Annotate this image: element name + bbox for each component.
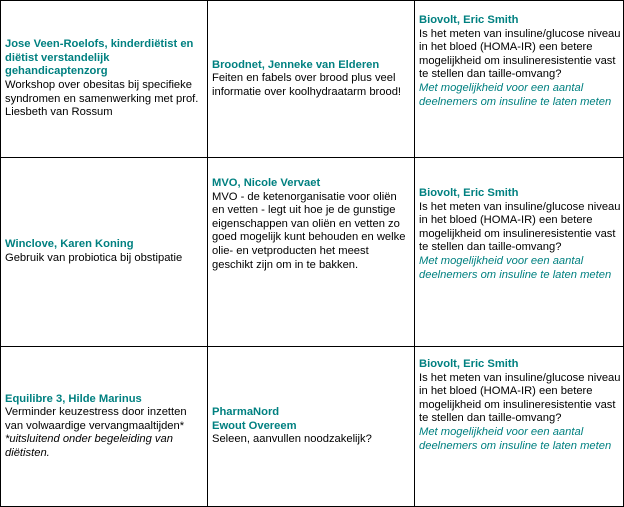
cell-title: Jose Veen-Roelofs, kinderdiëtist en diëtist verstandelijk gehandicaptenzorg	[5, 38, 194, 78]
cell-text: Gebruik van probiotica bij obstipatie	[5, 252, 183, 264]
cell-text: Feiten en fabels over brood plus veel informatie over koolhydraatarm brood!	[212, 72, 402, 98]
table-cell	[415, 347, 624, 507]
cell-title: Broodnet, Jenneke van Elderen	[212, 58, 380, 71]
cell-text: Is het meten van insuline/glucose niveau in het bloed (HOMA-IR) een betere mogelijkheid om insulineresistentie vast te stellen dan taille-omvang?	[419, 371, 621, 425]
table-cell	[1, 347, 208, 507]
cell-title: Biovolt, Eric Smith	[419, 187, 519, 199]
cell-note: Met mogelijkheid voor een aantal deelnemers om insuline te laten meten	[419, 425, 612, 452]
table-cell	[415, 1, 624, 158]
cell-note: Met mogelijkheid voor een aantal deelnemers om insuline te laten meten	[419, 81, 612, 108]
table-row	[1, 347, 624, 507]
cell-text: Is het meten van insuline/glucose niveau in het bloed (HOMA-IR) een betere mogelijkheid om insulineresistentie vast te stellen dan taille-omvang?	[419, 27, 621, 81]
cell-title: MVO, Nicole Vervaet	[212, 177, 321, 189]
cell-title: Biovolt, Eric Smith	[419, 14, 519, 26]
table-cell	[1, 158, 208, 347]
table-cell	[208, 158, 415, 347]
table-row	[1, 158, 624, 347]
cell-title: Winclove, Karen Koning	[5, 238, 134, 251]
cell-title: Biovolt, Eric Smith	[419, 358, 519, 370]
cell-text: Verminder keuzestress door inzetten van volwaardige vervangmaaltijden*	[5, 406, 187, 432]
cell-text: Seleen, aanvullen noodzakelijk?	[212, 433, 372, 446]
cell-note: Met mogelijkheid voor een aantal deelnemers om insuline te laten meten	[419, 254, 612, 281]
cell-text: Workshop over obesitas bij specifieke syndromen en samenwerking met prof. Liesbeth van Rossum	[5, 79, 199, 119]
cell-text: Is het meten van insuline/glucose niveau in het bloed (HOMA-IR) een betere mogelijkheid om insulineresistentie vast te stellen dan taille-omvang?	[419, 200, 621, 254]
cell-footnote: *uitsluitend onder begeleiding van diëtisten.	[5, 433, 173, 459]
cell-title: PharmaNord	[212, 406, 280, 419]
table-cell	[208, 347, 415, 507]
cell-title-line2: Ewout Overeem	[212, 419, 297, 432]
table-row	[1, 1, 624, 158]
cell-title: Equilibre 3, Hilde Marinus	[5, 392, 142, 405]
table-cell	[208, 1, 415, 158]
cell-text: MVO - de ketenorganisatie voor oliën en vetten - legt uit hoe je de gunstige eigenschappen van oliën en vetten zo goed mogelijk kunt behouden en welke olie- en vetproducten het meest geschikt zijn om in te bakken.	[212, 190, 406, 271]
table-cell	[1, 1, 208, 158]
table-cell	[415, 158, 624, 347]
